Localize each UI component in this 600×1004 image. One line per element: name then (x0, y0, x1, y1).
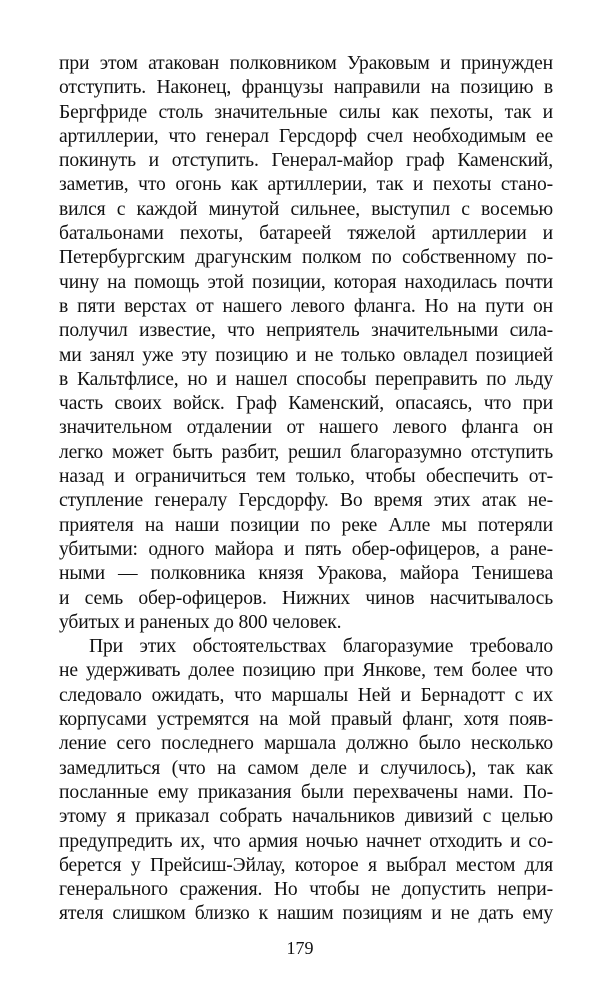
text-line: не удерживать долее позицию при Янкове, тем более что (59, 660, 553, 682)
text-line: замедлиться (что на самом деле и случилось), так как (59, 757, 553, 779)
text-line: покинуть и отступить. Генерал-майор граф Каменский, (59, 150, 553, 172)
text-line: отступить. Наконец, французы направили на позицию в (59, 77, 553, 99)
text-line: назад и ограничиться тем только, чтобы обеспечить от- (59, 466, 553, 488)
text-line: вился с каждой минутой сильнее, выступил с восемью (59, 198, 553, 220)
text-line: посланные ему приказания были перехвачены нами. По- (59, 781, 553, 803)
body-text (59, 52, 553, 927)
paragraph-1 (59, 52, 553, 635)
text-line: берется у Прейсиш-Эйлау, которое я выбрал местом для (59, 854, 553, 876)
text-line: ными — полковника князя Уракова, майора Тенишева (59, 563, 553, 585)
text-line: ление сего последнего маршала должно было несколько (59, 733, 553, 755)
text-line: предупредить их, что армия ночью начнет отходить и со- (59, 830, 553, 852)
text-line: артиллерии, что генерал Герсдорф счел необходимым ее (59, 125, 553, 147)
text-line: ятеля слишком близко к нашим позициям и не дать ему (59, 903, 553, 925)
text-line: заметив, что огонь как артиллерии, так и пехоты стано- (59, 174, 553, 196)
text-line: и семь обер-офицеров. Нижних чинов насчитывалось (59, 587, 553, 609)
text-line: убитыми: одного майора и пять обер-офицеров, а ране- (59, 538, 553, 560)
text-line: в пяти верстах от нашего левого фланга. Но на пути он (59, 295, 553, 317)
text-line: при этом атакован полковником Ураковым и принужден (59, 53, 553, 74)
text-line: в Кальтфлисе, но и нашел способы переправить по льду (59, 368, 553, 390)
text-line: следовало ожидать, что маршалы Ней и Бернадотт с их (59, 684, 553, 706)
text-line: убитых и раненых до 800 человек. (59, 611, 342, 633)
text-line: ступление генералу Герсдорфу. Во время этих атак не- (59, 490, 553, 512)
paragraph-2 (59, 635, 553, 927)
text-line: приятеля на наши позиции по реке Алле мы потеряли (59, 514, 553, 536)
text-line: чину на помощь этой позиции, которая находилась почти (59, 271, 553, 293)
text-line: Бергфриде столь значительные силы как пехоты, так и (59, 101, 553, 123)
text-line: этому я приказал собрать начальников дивизий с целью (59, 806, 553, 828)
text-line: При этих обстоятельствах благоразумие требовало (89, 636, 553, 658)
text-line: значительном отдалении от нашего левого фланга он (59, 417, 553, 439)
text-line: ми занял уже эту позицию и не только овладел позицией (59, 344, 553, 366)
text-line: генерального сражения. Но чтобы не допустить непри- (59, 879, 553, 901)
text-line: Петербургским драгунским полком по собственному по- (59, 247, 553, 269)
text-line: часть своих войск. Граф Каменский, опасаясь, что при (59, 393, 553, 415)
page-number: 179 (286, 938, 314, 958)
text-line: корпусами устремятся на мой правый фланг, хотя появ- (59, 709, 553, 731)
text-line: легко может быть разбит, решил благоразумно отступить (59, 441, 553, 463)
text-line: батальонами пехоты, батареей тяжелой артиллерии и (59, 223, 553, 245)
text-line: получил известие, что неприятель значительными сила- (59, 320, 553, 342)
